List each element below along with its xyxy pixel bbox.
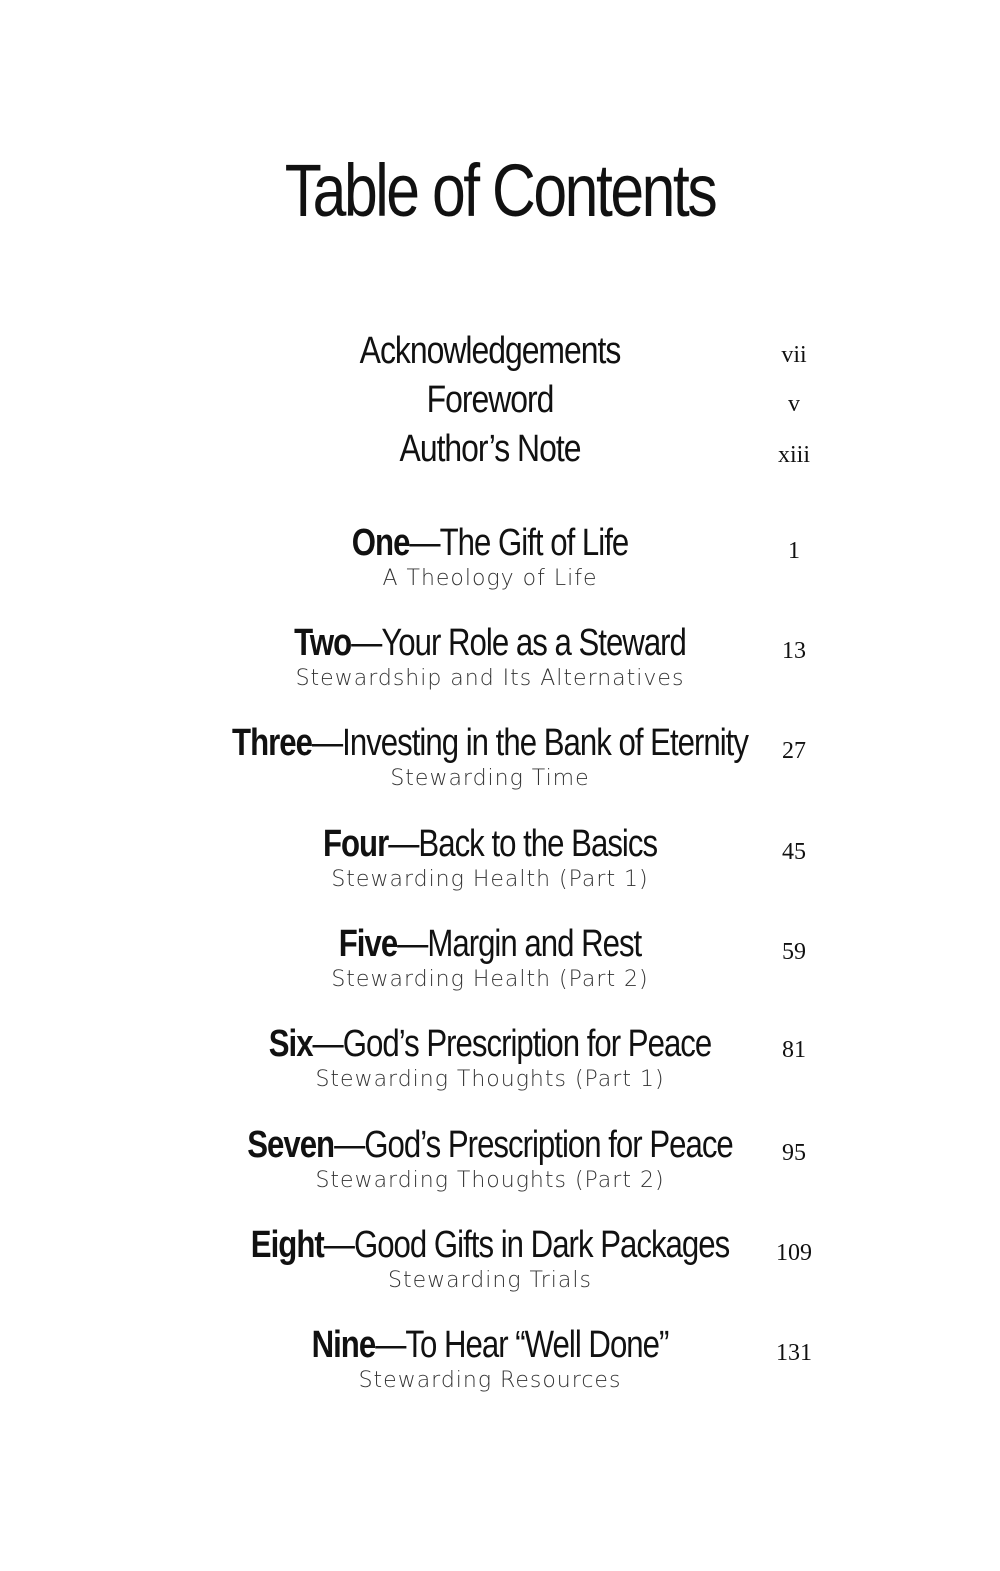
page-number: 45 <box>782 839 806 865</box>
chapter-number: Two <box>294 622 352 664</box>
page-number: 27 <box>782 738 806 764</box>
chapter-number: Five <box>338 923 398 965</box>
page-number: v <box>788 391 800 417</box>
chapter-heading <box>203 923 777 966</box>
chapter-subtitle: Stewardship and Its Alternatives <box>295 666 685 691</box>
page-number: 95 <box>782 1140 806 1166</box>
chapter-number: Four <box>322 823 389 865</box>
chapter-subtitle: A Theology of Life <box>382 566 598 591</box>
page-number: 109 <box>776 1240 812 1266</box>
chapter-subtitle: Stewarding Thoughts (Part 2) <box>315 1168 665 1193</box>
chapter-title: To Hear “Well Done” <box>405 1324 669 1366</box>
chapter-heading <box>203 1124 777 1167</box>
chapter-separator: — <box>334 1124 365 1166</box>
chapter-separator: — <box>375 1324 406 1366</box>
chapter-separator: — <box>351 622 382 664</box>
chapter-subtitle: Stewarding Health (Part 2) <box>331 967 649 992</box>
page-number: 1 <box>788 538 800 564</box>
chapter-subtitle: Stewarding Time <box>390 766 590 791</box>
chapter-subtitle: Stewarding Resources <box>358 1368 622 1393</box>
chapter-title: God’s Prescription for Peace <box>342 1023 712 1065</box>
chapter-heading <box>203 823 777 866</box>
chapter-separator: — <box>409 522 440 564</box>
page-title: Table of Contents <box>284 149 716 232</box>
chapter-title: Investing in the Bank of Eternity <box>342 722 748 764</box>
chapter-heading <box>203 1023 777 1066</box>
chapter-separator: — <box>397 923 428 965</box>
entry-label: Acknowledgements <box>359 330 621 372</box>
chapter-title: Good Gifts in Dark Packages <box>353 1224 730 1266</box>
chapter-number: One <box>351 522 410 564</box>
page-number: 81 <box>782 1037 806 1063</box>
chapter-subtitle: Stewarding Trials <box>388 1268 592 1293</box>
chapter-subtitle: Stewarding Thoughts (Part 1) <box>315 1067 665 1092</box>
chapter-heading <box>203 622 777 665</box>
chapter-number: Six <box>268 1023 313 1065</box>
chapter-heading <box>203 722 777 765</box>
chapter-separator: — <box>323 1224 354 1266</box>
chapter-title: Back to the Basics <box>418 823 658 865</box>
chapter-subtitle: Stewarding Health (Part 1) <box>331 867 649 892</box>
entry-label: Author’s Note <box>399 428 581 470</box>
chapter-number: Seven <box>247 1124 335 1166</box>
chapter-title: Margin and Rest <box>427 923 642 965</box>
chapter-number: Three <box>232 722 312 764</box>
chapter-heading <box>203 1224 777 1267</box>
chapter-separator: — <box>388 823 419 865</box>
chapter-separator: — <box>312 1023 343 1065</box>
page-number: 131 <box>776 1340 812 1366</box>
page-number: 13 <box>782 638 806 664</box>
chapter-number: Nine <box>311 1324 376 1366</box>
entry-label: Foreword <box>426 379 554 421</box>
page-number: 59 <box>782 939 806 965</box>
chapter-title: The Gift of Life <box>439 522 629 564</box>
chapter-number: Eight <box>250 1224 324 1266</box>
chapter-title: Your Role as a Steward <box>381 622 686 664</box>
page-number: xiii <box>777 442 810 468</box>
chapter-separator: — <box>311 722 343 764</box>
page-number: vii <box>781 342 807 368</box>
chapter-heading <box>203 522 777 565</box>
chapter-heading <box>203 1324 777 1367</box>
chapter-title: God’s Prescription for Peace <box>364 1124 733 1166</box>
